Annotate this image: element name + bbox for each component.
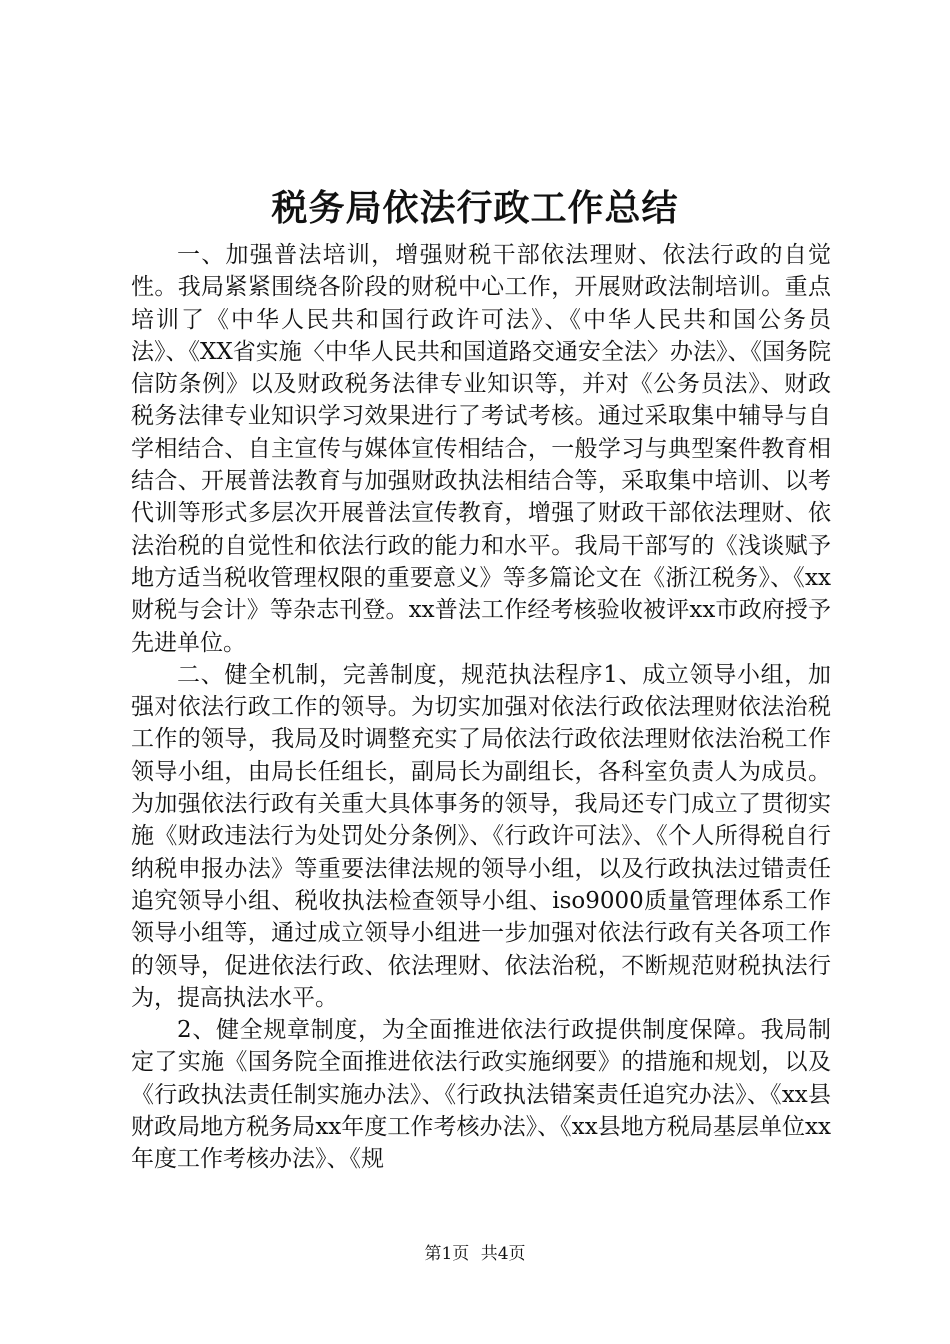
- paragraph-3: 2、健全规章制度，为全面推进依法行政提供制度保障。我局制定了实施《国务院全面推进依法行政实施纲要》的措施和规划，以及《行政执法责任制实施办法》、《行政执法错案责任追究办法》、《xx县财政局地方税务局xx年度工作考核办法》、《xx县地方税局基层单位xx年度工作考核办法》、《规: [131, 1017, 831, 1173]
- document-body: [131, 239, 831, 1176]
- page-indicator: 第1页 共4页: [424, 1244, 526, 1264]
- document-title: 税务局依法行政工作总结: [271, 187, 679, 229]
- paragraph-2: 二、健全机制，完善制度，规范执法程序1、成立领导小组，加强对依法行政工作的领导。为切实加强对依法行政依法理财依法治税工作的领导，我局及时调整充实了局依法行政依法理财依法治税工作领导小组，由局长任组长，副局长为副组长，各科室负责人为成员。为加强依法行政有关重大具体事务的领导，我局还专门成立了贯彻实施《财政违法行为处罚处分条例》、《行政许可法》、《个人所得税自行纳税申报办法》等重要法律法规的领导小组，以及行政执法过错责任追究领导小组、税收执法检查领导小组、iso9000质量管理体系工作领导小组等，通过成立领导小组进一步加强对依法行政有关各项工作的领导，促进依法行政、依法理财、依法治税，不断规范财税执法行为，提高执法水平。: [131, 661, 831, 1011]
- paragraph-1: 一、加强普法培训，增强财税干部依法理财、依法行政的自觉性。我局紧紧围绕各阶段的财税中心工作，开展财政法制培训。重点培训了《中华人民共和国行政许可法》、《中华人民共和国公务员法》、《XX省实施〈中华人民共和国道路交通安全法〉办法》、《国务院信防条例》以及财政税务法律专业知识等，并对《公务员法》、财政税务法律专业知识学习效果进行了考试考核。通过采取集中辅导与自学相结合、自主宣传与媒体宣传相结合，一般学习与典型案件教育相结合、开展普法教育与加强财政执法相结合等，采取集中培训、以考代训等形式多层次开展普法宣传教育，增强了财政干部依法理财、依法治税的自觉性和依法行政的能力和水平。我局干部写的《浅谈赋予地方适当税收管理权限的重要意义》等多篇论文在《浙江税务》、《xx财税与会计》等杂志刊登。xx普法工作经考核验收被评xx市政府授予先进单位。: [131, 242, 831, 656]
- page-footer: [0, 1243, 950, 1265]
